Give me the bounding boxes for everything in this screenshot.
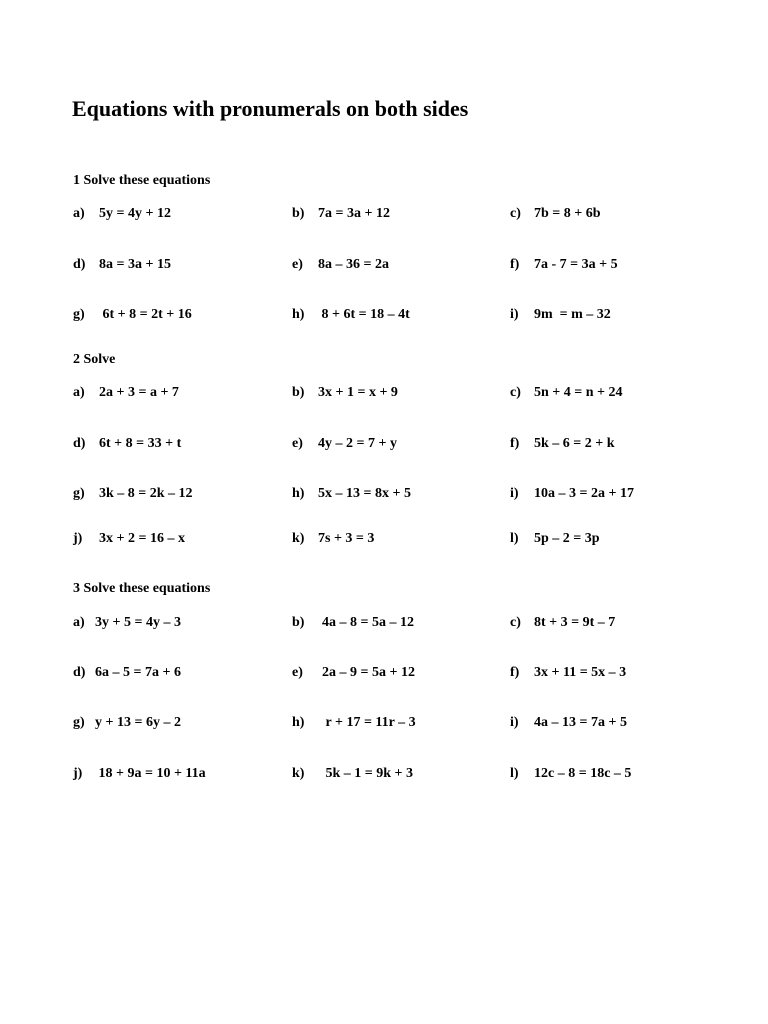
question-3-b — [292, 615, 414, 631]
equation: 6t + 8 = 2t + 16 — [99, 307, 192, 322]
question-1-g — [73, 307, 192, 323]
equation: 5y = 4y + 12 — [99, 206, 171, 221]
question-2-b — [292, 385, 398, 401]
question-2-a — [73, 385, 179, 401]
question-label: g) — [73, 486, 85, 501]
question-3-j — [73, 766, 206, 782]
question-1-h — [292, 307, 410, 323]
equation: 4a – 8 = 5a – 12 — [322, 615, 414, 630]
equation: 8a = 3a + 15 — [99, 257, 171, 272]
question-label: h) — [292, 486, 305, 501]
question-label: d) — [73, 665, 86, 680]
question-label: h) — [292, 715, 305, 730]
question-label: k) — [292, 531, 305, 546]
question-2-l — [510, 531, 600, 547]
question-label: a) — [73, 385, 85, 400]
equation: 7a = 3a + 12 — [318, 206, 390, 221]
equation: 7s + 3 = 3 — [318, 531, 375, 546]
equation: 5n + 4 = n + 24 — [534, 385, 623, 400]
question-3-a — [73, 615, 181, 631]
equation: 3x + 1 = x + 9 — [318, 385, 398, 400]
question-label: f) — [510, 257, 520, 272]
question-label: e) — [292, 665, 303, 680]
equation: r + 17 = 11r – 3 — [322, 715, 416, 730]
question-label: l) — [510, 766, 519, 781]
equation: 2a + 3 = a + 7 — [99, 385, 179, 400]
question-label: a) — [73, 206, 85, 221]
question-label: f) — [510, 665, 520, 680]
question-3-h — [292, 715, 416, 731]
question-3-l — [510, 766, 631, 782]
question-label: g) — [73, 715, 85, 730]
question-2-k — [292, 531, 374, 547]
question-2-f — [510, 436, 615, 452]
question-label: k) — [292, 766, 305, 781]
question-1-c — [510, 206, 601, 222]
question-1-b — [292, 206, 390, 222]
equation: 8a – 36 = 2a — [318, 257, 389, 272]
equation: 2a – 9 = 5a + 12 — [322, 665, 415, 680]
equation: 5p – 2 = 3p — [534, 531, 600, 546]
section-heading-2: 2 Solve — [73, 352, 116, 367]
question-3-d — [73, 665, 181, 681]
question-label: b) — [292, 615, 305, 630]
equation: 3x + 2 = 16 – x — [99, 531, 185, 546]
equation: 6t + 8 = 33 + t — [99, 436, 182, 451]
equation: 8 + 6t = 18 – 4t — [318, 307, 410, 322]
equation: 10a – 3 = 2a + 17 — [534, 486, 634, 501]
question-label: d) — [73, 257, 86, 272]
equation: 3x + 11 = 5x – 3 — [534, 665, 627, 680]
equation: 4a – 13 = 7a + 5 — [534, 715, 627, 730]
equation: 18 + 9a = 10 + 11a — [95, 766, 206, 781]
question-label: j) — [73, 531, 83, 546]
question-3-g — [73, 715, 181, 731]
question-label: i) — [510, 715, 519, 730]
question-label: b) — [292, 385, 305, 400]
question-label: e) — [292, 257, 303, 272]
equation: 4y – 2 = 7 + y — [318, 436, 397, 451]
equation: y + 13 = 6y – 2 — [95, 715, 181, 730]
question-label: c) — [510, 615, 521, 630]
page-title: Equations with pronumerals on both sides — [72, 96, 469, 121]
question-label: c) — [510, 206, 521, 221]
equation: 5k – 1 = 9k + 3 — [322, 766, 414, 781]
question-2-j — [73, 531, 185, 547]
question-label: g) — [73, 307, 85, 322]
question-1-i — [510, 307, 611, 323]
question-label: f) — [510, 436, 520, 451]
question-label: h) — [292, 307, 305, 322]
question-1-a — [73, 206, 171, 222]
question-label: e) — [292, 436, 303, 451]
question-2-e — [292, 436, 397, 452]
section-heading-3: 3 Solve these equations — [73, 581, 211, 596]
question-label: a) — [73, 615, 85, 630]
question-2-g — [73, 486, 193, 502]
question-label: l) — [510, 531, 519, 546]
question-3-k — [292, 766, 413, 782]
section-heading-1: 1 Solve these equations — [73, 173, 211, 188]
equation: 5k – 6 = 2 + k — [534, 436, 615, 451]
question-label: b) — [292, 206, 305, 221]
question-2-h — [292, 486, 411, 502]
equation: 5x – 13 = 8x + 5 — [318, 486, 411, 501]
equation: 12c – 8 = 18c – 5 — [534, 766, 632, 781]
equation: 6a – 5 = 7a + 6 — [95, 665, 181, 680]
question-2-d — [73, 436, 181, 452]
question-3-e — [292, 665, 415, 681]
question-label: c) — [510, 385, 521, 400]
question-2-c — [510, 385, 623, 401]
question-3-i — [510, 715, 627, 731]
question-1-f — [510, 257, 618, 273]
equation: 7a - 7 = 3a + 5 — [534, 257, 618, 272]
question-1-d — [73, 257, 171, 273]
equation: 3y + 5 = 4y – 3 — [95, 615, 181, 630]
question-1-e — [292, 257, 389, 273]
question-label: j) — [73, 766, 83, 781]
question-label: d) — [73, 436, 86, 451]
equation: 3k – 8 = 2k – 12 — [99, 486, 193, 501]
question-2-i — [510, 486, 634, 502]
question-label: i) — [510, 307, 519, 322]
question-3-f — [510, 665, 626, 681]
question-3-c — [510, 615, 615, 631]
question-label: i) — [510, 486, 519, 501]
equation: 8t + 3 = 9t – 7 — [534, 615, 616, 630]
equation: 9m = m – 32 — [534, 307, 611, 322]
equation: 7b = 8 + 6b — [534, 206, 601, 221]
